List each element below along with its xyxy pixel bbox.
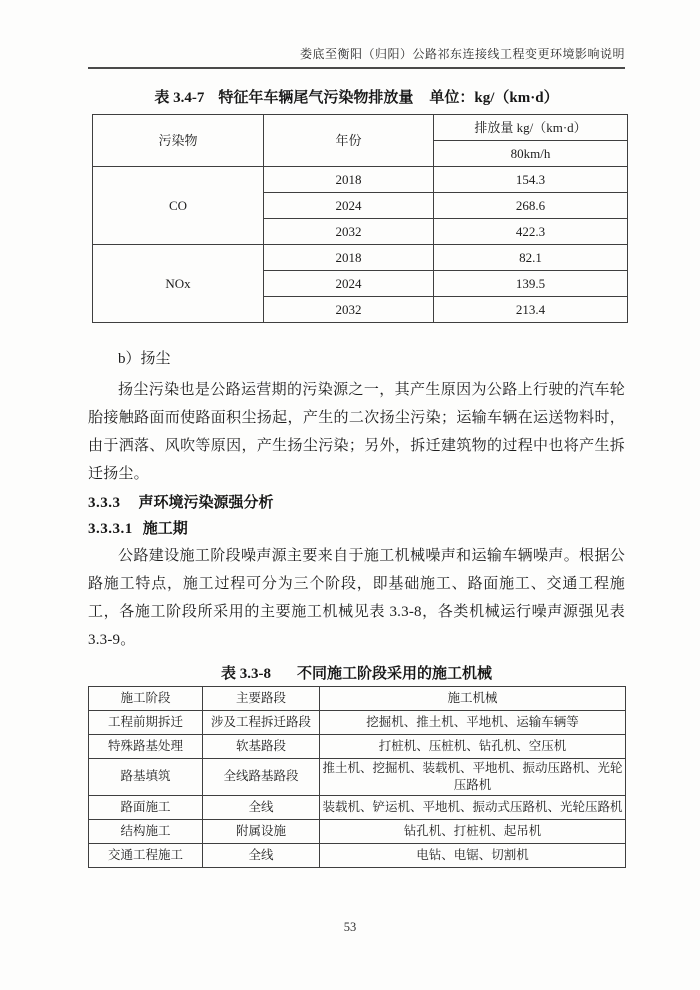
stage-cell: 特殊路基处理 xyxy=(89,735,203,759)
section-cell: 全线 xyxy=(203,795,320,819)
table-row xyxy=(93,167,628,193)
table-3-4-7-title: 特征年车辆尾气污染物排放量 xyxy=(218,90,414,106)
value-cell: 422.3 xyxy=(434,219,628,245)
year-cell: 2018 xyxy=(264,167,434,193)
table-row xyxy=(93,245,628,271)
section-cell: 涉及工程拆迁路段 xyxy=(203,711,320,735)
paragraph-noise: 公路建设施工阶段噪声源主要来自于施工机械噪声和运输车辆噪声。根据公路施工特点，施工过程可分为三个阶段，即基础施工、路面施工、交通工程施工，各施工阶段所采用的主要施工机械见表 3.3-8，各类机械运行噪声源强见表 3.3-9。 xyxy=(88,548,625,648)
year-cell: 2032 xyxy=(264,219,434,245)
paragraph-dust: 扬尘污染也是公路运营期的污染源之一，其产生原因为公路上行驶的汽车轮胎接触路面而使路面积尘扬起，产生的二次扬尘污染；运输车辆在运送物料时，由于洒落、风吹等原因，产生扬尘污染；另外，拆迁建筑物的过程中也将产生拆迁扬尘。 xyxy=(88,382,625,482)
running-header: 娄底至衡阳（归阳）公路祁东连接线工程变更环境影响说明 xyxy=(88,45,625,69)
table-3-4-7-label: 表 3.4-7 xyxy=(154,90,205,106)
table-header-row xyxy=(89,687,626,711)
header-year: 年份 xyxy=(264,115,434,167)
value-cell: 213.4 xyxy=(434,297,628,323)
pollutant-co: CO xyxy=(93,167,264,245)
year-cell: 2018 xyxy=(264,245,434,271)
value-cell: 82.1 xyxy=(434,245,628,271)
table-row xyxy=(89,819,626,843)
section-cell: 软基路段 xyxy=(203,735,320,759)
value-cell: 154.3 xyxy=(434,167,628,193)
construction-machinery-table xyxy=(88,686,626,868)
header-section: 主要路段 xyxy=(203,687,320,711)
value-cell: 139.5 xyxy=(434,271,628,297)
section-cell: 全线路基路段 xyxy=(203,759,320,796)
table-3-3-8-label: 表 3.3-8 xyxy=(220,666,271,682)
table-3-3-8-caption xyxy=(88,662,625,683)
heading-number: 3.3.3 xyxy=(88,495,121,511)
page-number: 53 xyxy=(343,920,357,934)
stage-cell: 结构施工 xyxy=(89,819,203,843)
year-cell: 2032 xyxy=(264,297,434,323)
stage-cell: 交通工程施工 xyxy=(89,843,203,867)
machinery-cell: 电钻、电锯、切割机 xyxy=(320,843,626,867)
stage-cell: 路基填筑 xyxy=(89,759,203,796)
year-cell: 2024 xyxy=(264,193,434,219)
machinery-cell: 推土机、挖掘机、装载机、平地机、振动压路机、光轮压路机 xyxy=(320,759,626,796)
heading-title: 施工期 xyxy=(142,521,188,537)
heading-number: 3.3.3.1 xyxy=(88,521,133,537)
pollutant-nox: NOx xyxy=(93,245,264,323)
year-cell: 2024 xyxy=(264,271,434,297)
table-row xyxy=(89,795,626,819)
emissions-table xyxy=(92,114,628,323)
table-3-4-7-unit: 单位：kg/（km·d） xyxy=(429,90,559,106)
heading-3-3-3 xyxy=(88,492,625,514)
subsection-b-dust: b）扬尘 xyxy=(118,351,171,367)
table-row xyxy=(93,115,628,141)
table-row xyxy=(89,759,626,796)
table-3-4-7-caption xyxy=(88,86,625,107)
table-row xyxy=(89,711,626,735)
machinery-cell: 打桩机、压桩机、钻孔机、空压机 xyxy=(320,735,626,759)
section-cell: 附属设施 xyxy=(203,819,320,843)
page-content xyxy=(88,45,625,868)
table-3-3-8-title: 不同施工阶段采用的施工机械 xyxy=(296,666,492,682)
machinery-cell: 钻孔机、打桩机、起吊机 xyxy=(320,819,626,843)
header-machinery: 施工机械 xyxy=(320,687,626,711)
table-row xyxy=(89,843,626,867)
table-row xyxy=(89,735,626,759)
heading-3-3-3-1 xyxy=(88,518,625,540)
value-cell: 268.6 xyxy=(434,193,628,219)
stage-cell: 路面施工 xyxy=(89,795,203,819)
header-speed: 80km/h xyxy=(434,141,628,167)
stage-cell: 工程前期拆迁 xyxy=(89,711,203,735)
header-stage: 施工阶段 xyxy=(89,687,203,711)
section-cell: 全线 xyxy=(203,843,320,867)
heading-title: 声环境污染源强分析 xyxy=(138,495,274,511)
header-pollutant: 污染物 xyxy=(93,115,264,167)
header-emission: 排放量 kg/（km·d） xyxy=(434,115,628,141)
machinery-cell: 装载机、铲运机、平地机、振动式压路机、光轮压路机 xyxy=(320,795,626,819)
machinery-cell: 挖掘机、推土机、平地机、运输车辆等 xyxy=(320,711,626,735)
